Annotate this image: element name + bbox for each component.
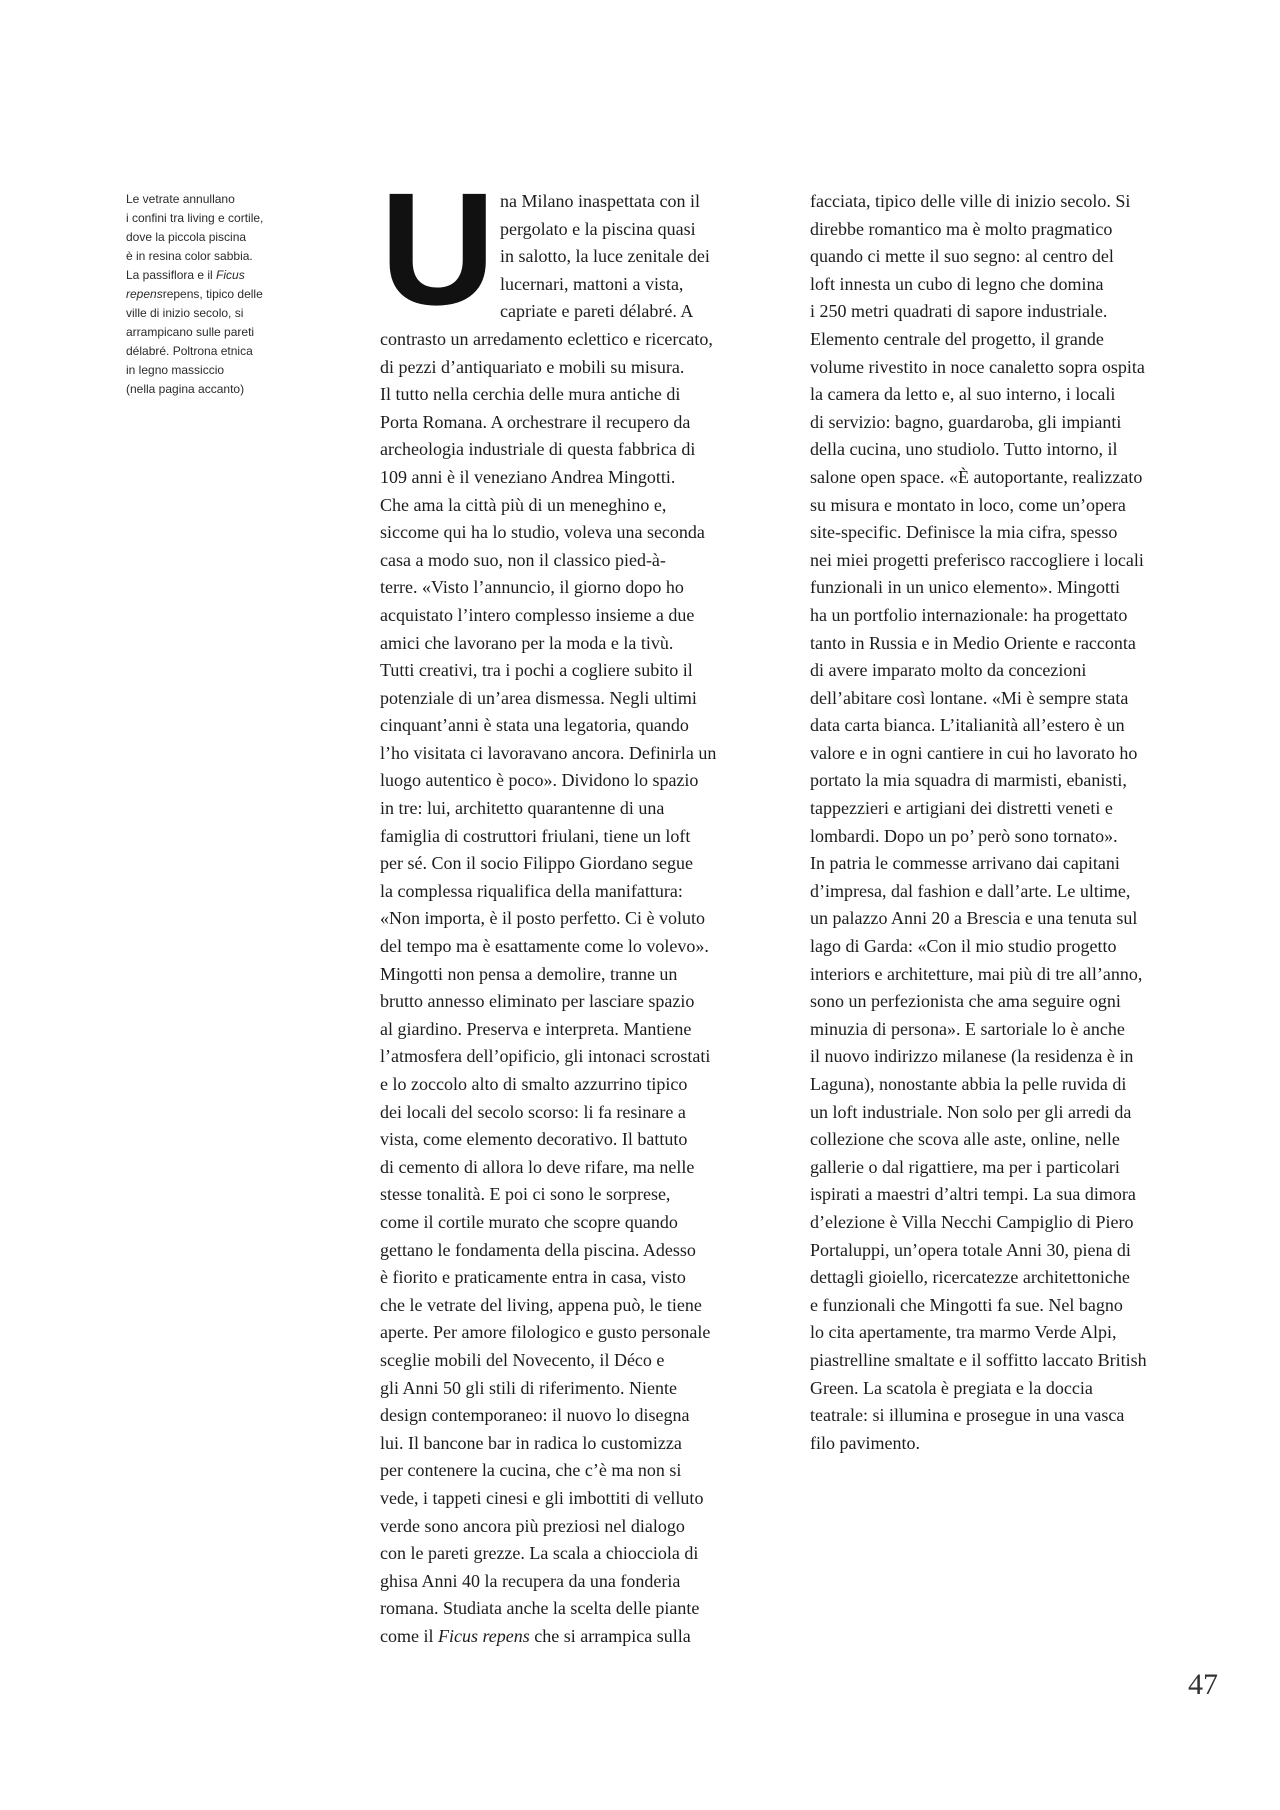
article-line: collezione che scova alle aste, online, nelle xyxy=(810,1129,1120,1150)
article-line: funzionali in un unico elemento». Mingotti xyxy=(810,577,1120,598)
article-line: tappezzieri e artigiani dei distretti veneti e xyxy=(810,798,1113,819)
article-line: i 250 metri quadrati di sapore industriale. xyxy=(810,301,1108,322)
article-line: di pezzi d’antiquariato e mobili su misura. xyxy=(380,356,685,377)
article-line: data carta bianca. L’italianità all’estero è un xyxy=(810,715,1125,736)
article-line: piastrelline smaltate e il soffitto laccato British xyxy=(810,1349,1147,1370)
article-line: su misura e montato in loco, come un’opera xyxy=(810,494,1126,515)
caption-text: délabré. Poltrona etnica xyxy=(126,344,253,358)
article-line: ha un portfolio internazionale: ha progettato xyxy=(810,604,1128,625)
article-line: Il tutto nella cerchia delle mura antiche di xyxy=(380,384,681,405)
article-line: è fiorito e praticamente entra in casa, visto xyxy=(380,1267,686,1288)
article-line: sceglie mobili del Novecento, il Déco e xyxy=(380,1349,665,1370)
article-line: design contemporaneo: il nuovo lo disegna xyxy=(380,1405,690,1426)
article-line: un loft industriale. Non solo per gli arredi da xyxy=(810,1101,1132,1122)
caption-text: repens, tipico delle xyxy=(162,287,263,301)
article-line: tanto in Russia e in Medio Oriente e racconta xyxy=(810,632,1136,653)
article-line: per sé. Con il socio Filippo Giordano segue xyxy=(380,853,693,874)
article-line: ghisa Anni 40 la recupera da una fonderia xyxy=(380,1570,681,1591)
caption-line xyxy=(126,190,266,209)
article-line: dettagli gioiello, ricercatezze architettoniche xyxy=(810,1267,1130,1288)
article-line: e funzionali che Mingotti fa sue. Nel bagno xyxy=(810,1294,1123,1315)
article-line: loft innesta un cubo di legno che domina xyxy=(810,273,1104,294)
article-column-1 xyxy=(380,188,800,1650)
caption-text: arrampicano sulle pareti xyxy=(126,325,255,339)
article-line: Mingotti non pensa a demolire, tranne un xyxy=(380,963,678,984)
article-line: d’elezione è Villa Necchi Campiglio di Piero xyxy=(810,1211,1134,1232)
article-line: lucernari, mattoni a vista, xyxy=(500,273,684,294)
article-line: verde sono ancora più preziosi nel dialogo xyxy=(380,1515,685,1536)
article-line: In patria le commesse arrivano dai capitani xyxy=(810,853,1120,874)
caption-line xyxy=(126,209,266,228)
article-line: site-specific. Definisce la mia cifra, spesso xyxy=(810,522,1118,543)
caption-text: i confini tra living e cortile, xyxy=(126,211,264,225)
article-line: volume rivestito in noce canaletto sopra ospita xyxy=(810,356,1145,377)
article-line: di servizio: bagno, guardaroba, gli impianti xyxy=(810,411,1122,432)
caption-text: ville di inizio secolo, si xyxy=(126,306,244,320)
caption-text: Le vetrate annullano xyxy=(126,192,235,206)
caption-line xyxy=(126,323,266,342)
caption-line xyxy=(126,266,266,285)
article-line: l’ho visitata ci lavoravano ancora. Definirla un xyxy=(380,742,717,763)
article-line: la complessa riqualifica della manifattura: xyxy=(380,880,683,901)
article-line xyxy=(380,1623,800,1651)
article-line: potenziale di un’area dismessa. Negli ultimi xyxy=(380,687,697,708)
article-line: facciata, tipico delle ville di inizio secolo. Si xyxy=(810,191,1131,211)
article-line: archeologia industriale di questa fabbrica di xyxy=(380,439,696,460)
article-line: direbbe romantico ma è molto pragmatico xyxy=(810,218,1113,239)
article-line: amici che lavorano per la moda e la tivù. xyxy=(380,632,674,653)
article-line: quando ci mette il suo segno: al centro del xyxy=(810,246,1114,267)
article-line: Tutti creativi, tra i pochi a cogliere subito il xyxy=(380,660,693,681)
page-number: 47 xyxy=(1188,1668,1218,1701)
article-line: con le pareti grezze. La scala a chiocciola di xyxy=(380,1543,699,1564)
caption-line xyxy=(126,361,266,380)
article-line: gallerie o dal rigattiere, ma per i particolari xyxy=(810,1156,1120,1177)
caption-text: in legno massiccio xyxy=(126,363,225,377)
article-line: portato la mia squadra di marmisti, ebanisti, xyxy=(810,770,1127,791)
article-text: che si arrampica sulla xyxy=(529,1625,691,1646)
article-line: terre. «Visto l’annuncio, il giorno dopo ho xyxy=(380,577,684,598)
article-line: pergolato e la piscina quasi xyxy=(500,218,696,239)
article-line: romana. Studiata anche la scelta delle piante xyxy=(380,1598,700,1619)
article-line: «Non importa, è il posto perfetto. Ci è voluto xyxy=(380,908,705,929)
article-line: stesse tonalità. E poi ci sono le sorprese, xyxy=(380,1184,671,1205)
photo-caption xyxy=(126,190,266,399)
article-line: di avere imparato molto da concezioni xyxy=(810,660,1087,681)
article-line: filo pavimento. xyxy=(810,1432,920,1453)
article-line: in salotto, la luce zenitale dei xyxy=(500,246,710,267)
article-line: in tre: lui, architetto quarantenne di una xyxy=(380,798,665,819)
article-line: cinquant’anni è stata una legatoria, quando xyxy=(380,715,689,736)
article-line: Portaluppi, un’opera totale Anni 30, piena di xyxy=(810,1239,1131,1260)
article-line: siccome qui ha lo studio, voleva una seconda xyxy=(380,522,705,543)
article-line: minuzia di persona». E sartoriale lo è anche xyxy=(810,1018,1125,1039)
article-line: interiors e architetture, mai più di tre all’anno, xyxy=(810,963,1143,984)
article-line: aperte. Per amore filologico e gusto personale xyxy=(380,1322,711,1343)
article-text: come il xyxy=(380,1625,438,1646)
article-line: nei miei progetti preferisco raccogliere i locali xyxy=(810,549,1144,570)
article-line: e lo zoccolo alto di smalto azzurrino tipico xyxy=(380,1074,688,1094)
article-column-2 xyxy=(810,188,1230,1457)
article-line: lago di Garda: «Con il mio studio progetto xyxy=(810,936,1117,957)
caption-text: La passiflora e il xyxy=(126,268,217,282)
caption-line xyxy=(126,228,266,247)
article-line: acquistato l’intero complesso insieme a due xyxy=(380,604,695,625)
caption-text: (nella pagina accanto) xyxy=(126,382,245,396)
article-italic-text: Ficus repens xyxy=(437,1625,530,1646)
caption-line xyxy=(126,342,266,361)
caption-text: è in resina color sabbia. xyxy=(126,249,253,263)
article-line: della cucina, uno studiolo. Tutto intorno, il xyxy=(810,439,1118,460)
article-line: lui. Il bancone bar in radica lo customizza xyxy=(380,1432,682,1453)
article-line: contrasto un arredamento eclettico e ricercato, xyxy=(380,328,713,349)
caption-text: dove la piccola piscina xyxy=(126,230,247,244)
article-line: che le vetrate del living, appena può, le tiene xyxy=(380,1294,702,1315)
article-line: al giardino. Preserva e interpreta. Mantiene xyxy=(380,1018,692,1039)
article-line: Elemento centrale del progetto, il grande xyxy=(810,328,1104,349)
article-line: gli Anni 50 gli stili di riferimento. Niente xyxy=(380,1377,677,1398)
article-line: famiglia di costruttori friulani, tiene un loft xyxy=(380,825,691,846)
caption-line xyxy=(126,304,266,323)
caption-line xyxy=(126,247,266,266)
article-line: Porta Romana. A orchestrare il recupero da xyxy=(380,411,691,432)
article-line: teatrale: si illumina e prosegue in una vasca xyxy=(810,1405,1125,1426)
article-line: salone open space. «È autoportante, realizzato xyxy=(810,466,1143,487)
article-line: ispirati a maestri d’altri tempi. La sua dimora xyxy=(810,1184,1136,1205)
article-line: luogo autentico è poco». Dividono lo spazio xyxy=(380,770,699,791)
article-line: d’impresa, dal fashion e dall’arte. Le ultime, xyxy=(810,880,1131,901)
article-line: sono un perfezionista che ama seguire ogni xyxy=(810,991,1121,1012)
drop-cap: U xyxy=(380,190,496,314)
article-line: del tempo ma è esattamente come lo volevo». xyxy=(380,936,709,957)
article-line: dei locali del secolo scorso: li fa resinare a xyxy=(380,1101,686,1122)
article-line: vista, come elemento decorativo. Il battuto xyxy=(380,1129,688,1150)
article-line: Green. La scatola è pregiata e la doccia xyxy=(810,1377,1093,1398)
article-line: brutto annesso eliminato per lasciare spazio xyxy=(380,991,695,1012)
article-line: lo cita apertamente, tra marmo Verde Alpi, xyxy=(810,1322,1117,1343)
article-line: capriate e pareti délabré. A xyxy=(500,301,694,322)
article-line: per contenere la cucina, che c’è ma non si xyxy=(380,1460,682,1481)
caption-line xyxy=(126,380,266,399)
article-line: dell’abitare così lontane. «Mi è sempre stata xyxy=(810,687,1129,708)
article-line: Laguna), nonostante abbia la pelle ruvida di xyxy=(810,1074,1127,1094)
caption-italic-text: Ficus xyxy=(216,268,245,282)
article-line: na Milano inaspettata con il xyxy=(500,191,700,211)
article-line: come il cortile murato che scopre quando xyxy=(380,1211,678,1232)
article-line: la camera da letto e, al suo interno, i locali xyxy=(810,384,1116,405)
article-line: lombardi. Dopo un po’ però sono tornato». xyxy=(810,825,1118,846)
article-line: l’atmosfera dell’opificio, gli intonaci scrostati xyxy=(380,1046,711,1067)
article-line: il nuovo indirizzo milanese (la residenza è in xyxy=(810,1046,1134,1067)
caption-italic-text: repens xyxy=(126,287,163,301)
article-line: gettano le fondamenta della piscina. Adesso xyxy=(380,1239,696,1260)
article-line: valore e in ogni cantiere in cui ho lavorato ho xyxy=(810,742,1138,763)
article-line: vede, i tappeti cinesi e gli imbottiti di velluto xyxy=(380,1487,704,1508)
caption-line xyxy=(126,285,266,304)
article-line: 109 anni è il veneziano Andrea Mingotti. xyxy=(380,466,676,487)
article-line: un palazzo Anni 20 a Brescia e una tenuta sul xyxy=(810,908,1138,929)
article-line: Che ama la città più di un meneghino e, xyxy=(380,494,667,515)
article-line: casa a modo suo, non il classico pied-à- xyxy=(380,549,666,570)
article-line: di cemento di allora lo deve rifare, ma nelle xyxy=(380,1156,695,1177)
